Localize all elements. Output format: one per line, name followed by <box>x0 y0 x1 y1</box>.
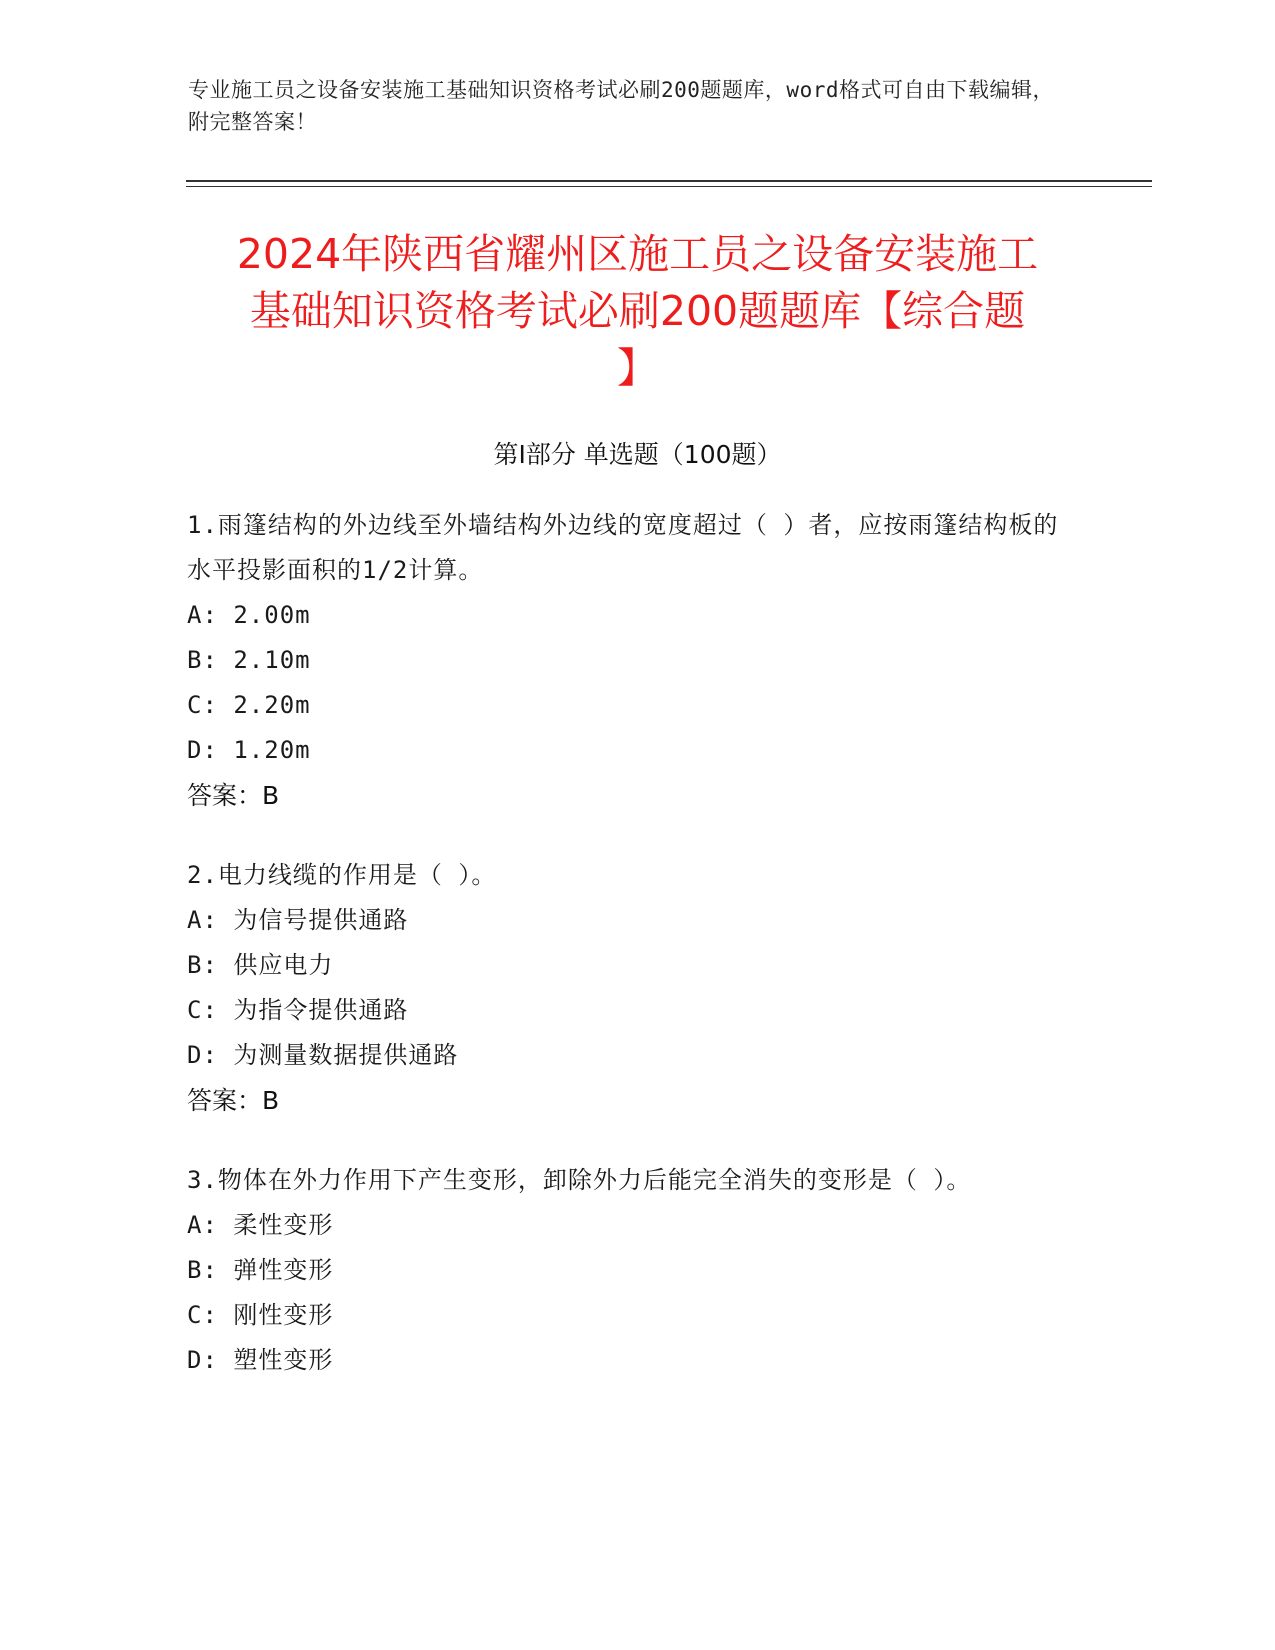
question-2-option-d: D: 为测量数据提供通路 <box>187 1041 459 1069</box>
question-1-answer: 答案：B <box>187 781 280 810</box>
question-2-option-b: B: 供应电力 <box>187 951 334 979</box>
question-2-option-a: A: 为信号提供通路 <box>187 906 409 934</box>
question-3-option-b: B: 弹性变形 <box>187 1256 334 1284</box>
question-3-option-a: A: 柔性变形 <box>187 1211 334 1239</box>
header-divider-thick <box>186 180 1152 182</box>
question-1-option-d: D: 1.20m <box>187 736 311 764</box>
question-3-option-c: C: 刚性变形 <box>187 1301 334 1329</box>
document-title-line-1: 2024年陕西省耀州区施工员之设备安装施工 <box>236 230 1039 278</box>
question-3 <box>187 1158 1067 1383</box>
question-2-answer: 答案：B <box>187 1086 280 1115</box>
question-2-stem: 2.电力线缆的作用是（ ）。 <box>187 861 497 889</box>
question-3-stem: 3.物体在外力作用下产生变形，卸除外力后能完全消失的变形是（ ）。 <box>187 1166 972 1194</box>
header-divider-thin <box>186 186 1152 187</box>
question-2-option-c: C: 为指令提供通路 <box>187 996 409 1024</box>
question-1-stem: 1.雨篷结构的外边线至外墙结构外边线的宽度超过（ ）者，应按雨篷结构板的水平投影面积的1/2计算。 <box>187 511 1059 584</box>
question-1 <box>187 503 1067 818</box>
section-heading: 第I部分 单选题（100题） <box>493 440 782 469</box>
header-note: 专业施工员之设备安装施工基础知识资格考试必刷200题题库，word格式可自由下载编辑，附完整答案！ <box>188 78 1054 134</box>
question-1-option-a: A: 2.00m <box>187 601 311 629</box>
question-1-option-c: C: 2.20m <box>187 691 311 719</box>
document-title-line-3: 】 <box>617 344 658 392</box>
question-1-option-b: B: 2.10m <box>187 646 311 674</box>
question-3-option-d: D: 塑性变形 <box>187 1346 334 1374</box>
document-title-line-2: 基础知识资格考试必刷200题题库【综合题 <box>249 287 1026 335</box>
question-2 <box>187 853 1067 1123</box>
document-title <box>150 226 1125 397</box>
